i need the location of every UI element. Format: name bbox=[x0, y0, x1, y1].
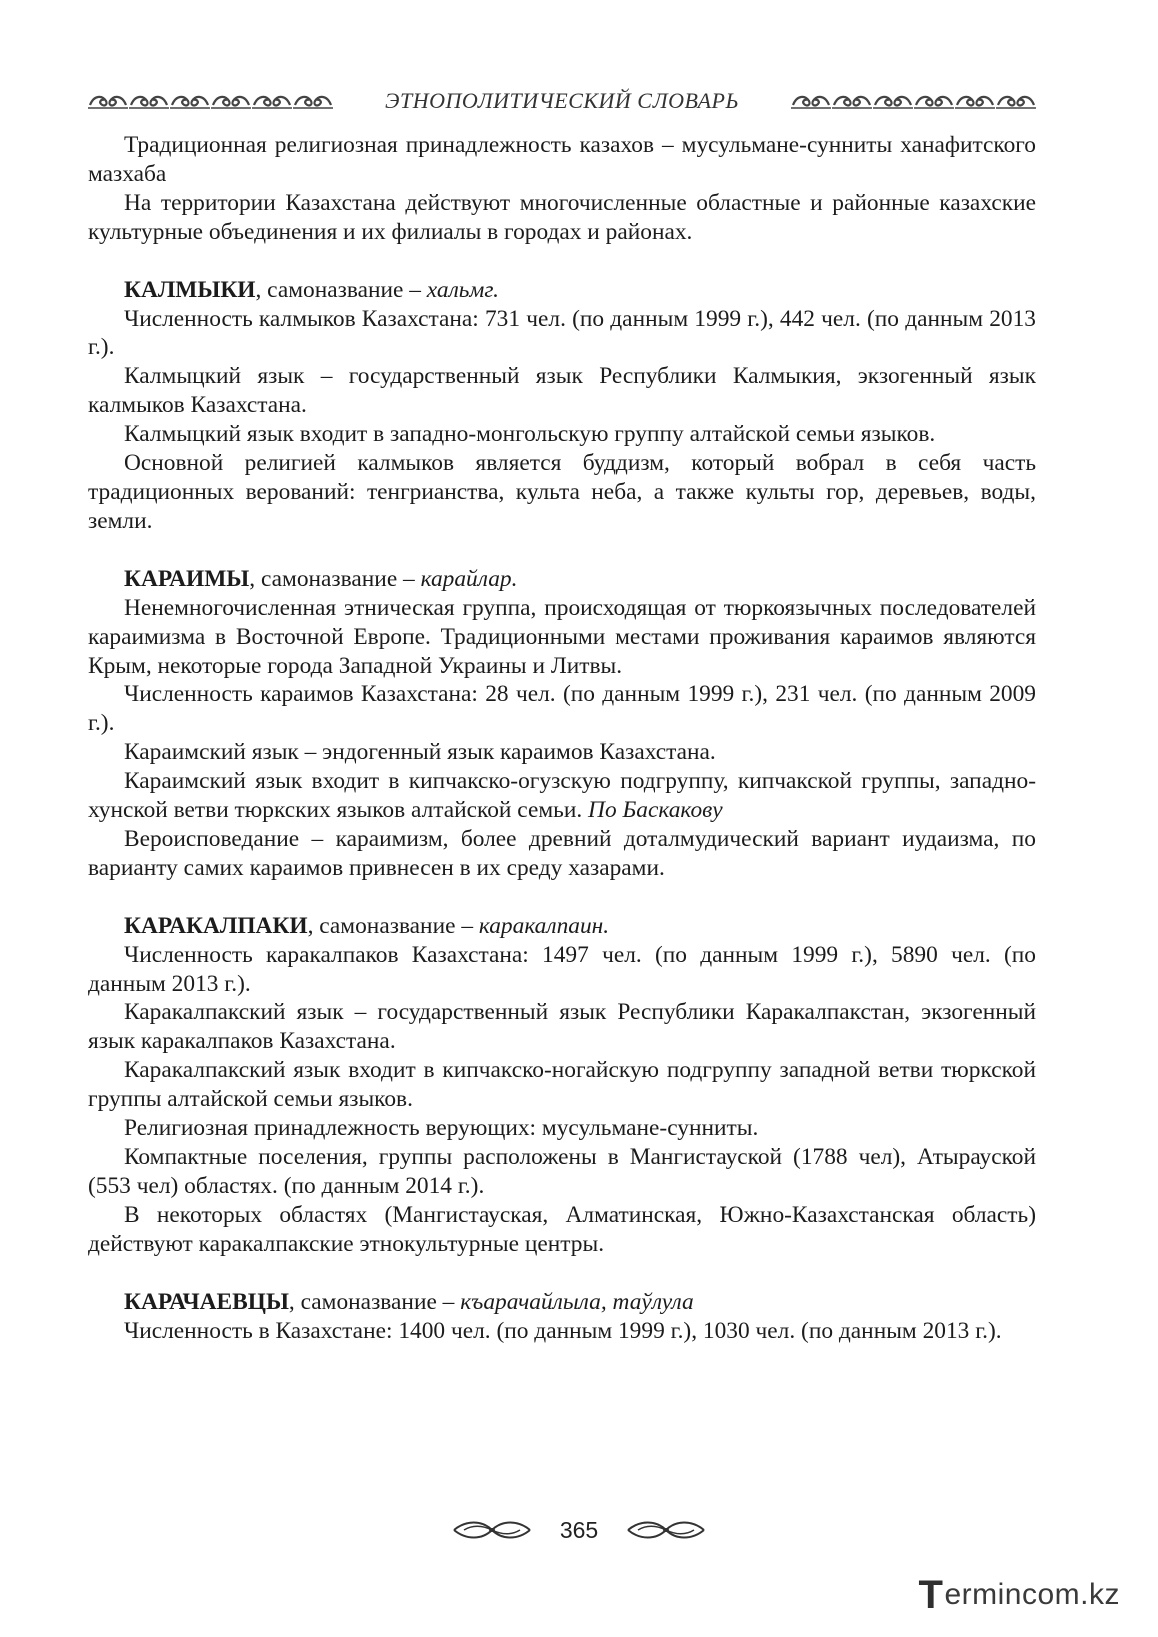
paragraph: Вероисповедание – караимизм, более древний доталмудический вариант иудаизма, по варианту самих караимов привнесен в их среду хазарами. bbox=[88, 825, 1036, 881]
entry-term: КАРАКАЛПАКИ bbox=[124, 912, 308, 939]
running-header-title: ЭТНОПОЛИТИЧЕСКИЙ СЛОВАРЬ bbox=[385, 88, 739, 113]
entry-term: КАЛМЫКИ bbox=[124, 276, 256, 303]
self-name: каракалпаин. bbox=[478, 912, 610, 939]
flourish-icon bbox=[626, 1518, 706, 1542]
self-name-label: , самоназвание – bbox=[307, 912, 479, 939]
page-footer bbox=[0, 1510, 1158, 1550]
paragraph: В некоторых областях (Мангистауская, Алматинская, Южно-Казахстанская область) действуют каракалпакские этнокультурные центры. bbox=[88, 1201, 1036, 1257]
paragraph: Калмыцкий язык – государственный язык Республики Калмыкия, экзогенный язык калмыков Казахстана. bbox=[88, 363, 1036, 419]
paragraph: Каракалпакский язык – государственный язык Республики Каракалпакстан, экзогенный язык каракалпаков Казахстана. bbox=[88, 999, 1036, 1055]
entry-term: КАРАЧАЕВЦЫ bbox=[124, 1288, 289, 1315]
paragraph: Караимский язык – эндогенный язык караимов Казахстана. bbox=[124, 739, 716, 766]
self-name-label: , самоназвание – bbox=[288, 1288, 461, 1315]
paragraph: Численность караимов Казахстана: 28 чел. (по данным 1999 г.), 231 чел. (по данным 2009 г.). bbox=[88, 681, 1036, 737]
entry-term: КАРАИМЫ bbox=[124, 565, 250, 592]
paragraph: Численность калмыков Казахстана: 731 чел. (по данным 1999 г.), 442 чел. (по данным 2013 г.). bbox=[88, 305, 1036, 361]
paragraph: Каракалпакский язык входит в кипчакско-ногайскую подгруппу западной ветви тюркской группы алтайской семьи языков. bbox=[88, 1057, 1036, 1113]
paragraph: Калмыцкий язык входит в западно-монгольскую группу алтайской семьи языков. bbox=[124, 421, 936, 448]
watermark-initial: T bbox=[918, 1572, 944, 1617]
paragraph: Компактные поселения, группы расположены в Мангистауской (1788 чел), Атырауской (553 чел) областях. (по данным 2014 г.). bbox=[88, 1144, 1036, 1199]
paragraph: Численность каракалпаков Казахстана: 1497 чел. (по данным 1999 г.), 5890 чел. (по данным 2013 г.). bbox=[88, 941, 1036, 997]
self-name: хальмг. bbox=[426, 276, 500, 303]
paragraph: Религиозная принадлежность верующих: мусульмане-сунниты. bbox=[124, 1115, 759, 1142]
paragraph bbox=[88, 767, 1036, 825]
paragraph-text: Караимский язык входит в кипчакско-огузскую подгруппу, кипчакской группы, западно-хунской ветви тюркских языков алтайской семьи. bbox=[88, 768, 1036, 824]
paragraph: Традиционная религиозная принадлежность казахов – мусульмане-сунниты ханафитского мазхаба bbox=[88, 132, 1036, 187]
ornament-border-icon bbox=[88, 90, 333, 112]
self-name: къарачайлыла, таўлула bbox=[460, 1288, 694, 1315]
page-header bbox=[88, 86, 1036, 116]
ornament-border-icon bbox=[791, 90, 1036, 112]
self-name: карайлар. bbox=[420, 565, 518, 592]
watermark-text: ermincom.kz bbox=[944, 1578, 1120, 1611]
self-name-label: , самоназвание – bbox=[255, 276, 427, 303]
entry-heading-karakalpaki bbox=[88, 912, 1036, 941]
entry-heading-kalmyki bbox=[88, 276, 1036, 305]
paragraph: Численность в Казахстане: 1400 чел. (по данным 1999 г.), 1030 чел. (по данным 2013 г.). bbox=[124, 1317, 1002, 1344]
paragraph: Ненемногочисленная этническая группа, происходящая от тюркоязычных последователей караимизма в Восточной Европе. Традиционными местами проживания караимов являются Крым, некоторые города Западной Украины и Литвы. bbox=[88, 594, 1036, 679]
self-name-label: , самоназвание – bbox=[249, 565, 421, 592]
page-number: 365 bbox=[559, 1516, 599, 1543]
flourish-icon bbox=[452, 1518, 532, 1542]
entry-heading-karaimy bbox=[88, 565, 1036, 594]
site-watermark bbox=[919, 1573, 1120, 1617]
paragraph: На территории Казахстана действуют многочисленные областные и районные казахские культурные объединения и их филиалы в городах и районах. bbox=[88, 189, 1036, 245]
paragraph: Основной религией калмыков является буддизм, который вобрал в себя часть традиционных верований: тенгрианства, культа неба, а также культы гор, деревьев, воды, земли. bbox=[88, 450, 1036, 534]
page-body bbox=[88, 131, 1036, 1345]
source-note: По Баскакову bbox=[588, 797, 723, 824]
entry-heading-karachaevtsy bbox=[88, 1288, 1036, 1317]
